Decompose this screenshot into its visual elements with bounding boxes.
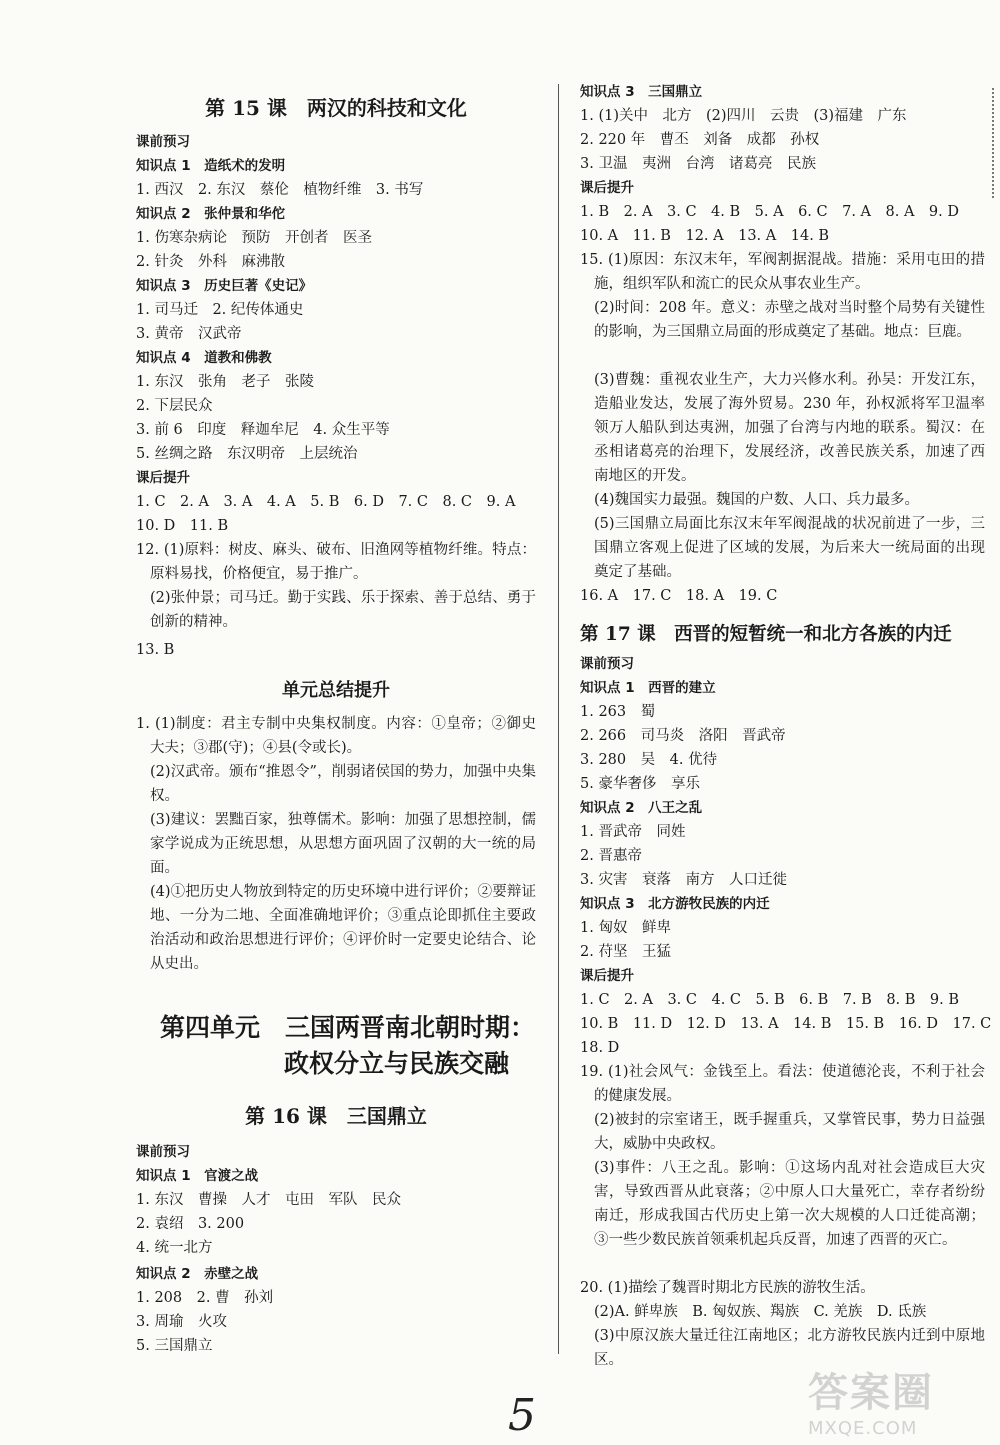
knowledge-heading: 知识点 2 张仲景和华佗 — [136, 206, 286, 222]
pre-study-heading: 课前预习 — [136, 1144, 190, 1160]
answer-line: 3. 灾害 衰落 南方 人口迁徙 — [580, 872, 787, 888]
answer-paragraph: (3)曹魏：重视农业生产，大力兴修水利。孙吴：开发江东，造船业发达，发展了海外贸易。230 年，孙权派将军卫温率领万人船队到达夷洲，加强了台湾与内地的联系。蜀汉：在丞相诸葛亮的治理下，发展经济，改善民族关系，加速了西南地区的开发。 — [594, 372, 985, 484]
knowledge-heading: 知识点 1 官渡之战 — [136, 1168, 259, 1184]
answer-paragraph: (2)张仲景；司马迁。勤于实践、乐于探索、善于总结、勇于创新的精神。 — [150, 590, 536, 630]
answer-line: 2. 下层民众 — [136, 398, 213, 414]
answer-line: 2. 袁绍 3. 200 — [136, 1216, 245, 1232]
page-number: 5 — [508, 1390, 536, 1441]
answer-line: 1. 晋武帝 同姓 — [580, 824, 686, 840]
answer-line: 1. 东汉 曹操 人才 屯田 军队 民众 — [136, 1192, 401, 1208]
watermark-url: MXQE.COM — [808, 1418, 918, 1439]
answer-line: 5. 三国鼎立 — [136, 1338, 213, 1354]
column-divider — [558, 84, 559, 1354]
answer-paragraph: (4)①把历史人物放到特定的历史环境中进行评价；②要辩证地、一分为二地、全面准确地评价；③重点论即抓住主要政治活动和政治思想进行评价；④评价时一定要史论结合、论从史出。 — [150, 884, 536, 972]
answer-line: 10. A 11. B 12. A 13. A 14. B — [580, 228, 830, 244]
unit-4-title-line2: 政权分立与民族交融 — [284, 1049, 510, 1078]
answer-line: 1. (1)关中 北方 (2)四川 云贵 (3)福建 广东 — [580, 108, 907, 124]
lesson-15-title: 第 15 课 两汉的科技和文化 — [205, 96, 467, 120]
answer-paragraph: (3)中原汉族大量迁往江南地区；北方游牧民族内迁到中原地区。 — [594, 1328, 985, 1368]
answer-line: (2)A. 鲜卑族 B. 匈奴族、羯族 C. 羌族 D. 氐族 — [594, 1304, 927, 1320]
answer-line: 1. 伤寒杂病论 预防 开创者 医圣 — [136, 230, 372, 246]
watermark-logo — [808, 1361, 988, 1439]
knowledge-heading: 知识点 4 道教和佛教 — [136, 350, 272, 366]
answer-paragraph: (5)三国鼎立局面比东汉末年军阀混战的状况前进了一步，三国鼎立客观上促进了区域的发展，为后来大一统局面的出现奠定了基础。 — [594, 516, 985, 580]
answer-line: 1. B 2. A 3. C 4. B 5. A 6. C 7. A 8. A 9. D — [580, 204, 960, 220]
answer-line: 10. B 11. D 12. D 13. A 14. B 15. B 16. D 17. C — [580, 1016, 992, 1032]
answer-paragraph: (3)建议：罢黜百家，独尊儒术。影响：加强了思想控制，儒家学说成为正统思想，从思想方面巩固了汉朝的大一统的局面。 — [150, 812, 536, 876]
edge-dotted-marks — [992, 88, 994, 198]
answer-line: 3. 卫温 夷洲 台湾 诸葛亮 民族 — [580, 156, 816, 172]
answer-line: 2. 266 司马炎 洛阳 晋武帝 — [580, 728, 786, 744]
knowledge-heading: 知识点 2 赤壁之战 — [136, 1266, 259, 1282]
answer-line: 1. 司马迁 2. 纪传体通史 — [136, 302, 304, 318]
unit-4-title-line1: 第四单元 三国两晋南北朝时期： — [160, 1013, 536, 1042]
knowledge-heading: 知识点 3 三国鼎立 — [580, 84, 703, 100]
lesson-17-title: 第 17 课 西晋的短暂统一和北方各族的内迁 — [580, 624, 952, 645]
knowledge-heading: 知识点 3 北方游牧民族的内迁 — [580, 896, 770, 912]
answer-line: 1. C 2. A 3. C 4. C 5. B 6. B 7. B 8. B 9. B — [580, 992, 960, 1008]
answer-line: 3. 前 6 印度 释迦牟尼 4. 众生平等 — [136, 422, 390, 438]
answer-line: 1. C 2. A 3. A 4. A 5. B 6. D 7. C 8. C 9. A — [136, 494, 516, 510]
knowledge-heading: 知识点 1 造纸术的发明 — [136, 158, 286, 174]
answer-line: 1. 西汉 2. 东汉 蔡伦 植物纤维 3. 书写 — [136, 182, 424, 198]
answer-line: 1. 263 蜀 — [580, 704, 656, 720]
answer-line: 13. B — [136, 642, 175, 658]
answer-paragraph: 12. (1)原料：树皮、麻头、破布、旧渔网等植物纤维。特点：原料易找，价格便宜，易于推广。 — [136, 542, 536, 582]
answer-paragraph: 15. (1)原因：东汉末年，军阀割据混战。措施：采用屯田的措施，组织军队和流亡的民众从事农业生产。 — [580, 252, 985, 292]
answer-paragraph: (2)时间：208 年。意义：赤壁之战对当时整个局势有关键性的影响，为三国鼎立局面的形成奠定了基础。地点：巨鹿。 — [594, 300, 985, 340]
knowledge-heading: 知识点 3 历史巨著《史记》 — [136, 278, 313, 294]
lesson-16-title: 第 16 课 三国鼎立 — [245, 1104, 427, 1128]
answer-line: 1. 东汉 张角 老子 张陵 — [136, 374, 314, 390]
answer-paragraph: 19. (1)社会风气：金钱至上。看法：使道德沦丧，不利于社会的健康发展。 — [580, 1064, 985, 1104]
answer-paragraph: (3)事件：八王之乱。影响：①这场内乱对社会造成巨大灾害，导致西晋从此衰落；②中原人口大量死亡，幸存者纷纷南迁，形成我国古代历史上第一次大规模的人口迁徙高潮；③一些少数民族首领乘机起兵反晋，加速了西晋的灭亡。 — [594, 1160, 985, 1248]
knowledge-heading: 知识点 2 八王之乱 — [580, 800, 703, 816]
answer-line: 2. 220 年 曹丕 刘备 成都 孙权 — [580, 132, 820, 148]
answer-paragraph: (4)魏国实力最强。魏国的户数、人口、兵力最多。 — [594, 492, 920, 508]
answer-paragraph: (2)被封的宗室诸王，既手握重兵，又掌管民事，势力日益强大，威胁中央政权。 — [594, 1112, 985, 1152]
post-study-heading: 课后提升 — [136, 470, 190, 486]
answer-line: 1. 匈奴 鲜卑 — [580, 920, 671, 936]
knowledge-heading: 知识点 1 西晋的建立 — [580, 680, 716, 696]
answer-paragraph: 1. (1)制度：君主专制中央集权制度。内容：①皇帝；②御史大夫；③郡(守)；④县(令或长)。 — [136, 716, 536, 756]
answer-line: 16. A 17. C 18. A 19. C — [580, 588, 778, 604]
answer-line: 5. 丝绸之路 东汉明帝 上层统治 — [136, 446, 358, 462]
answer-line: 4. 统一北方 — [136, 1240, 213, 1256]
answer-line: 10. D 11. B — [136, 518, 229, 534]
answer-line: 3. 周瑜 火攻 — [136, 1314, 227, 1330]
answer-line: 3. 280 吴 4. 优待 — [580, 752, 718, 768]
post-study-heading: 课后提升 — [580, 180, 634, 196]
post-study-heading: 课后提升 — [580, 968, 634, 984]
pre-study-heading: 课前预习 — [580, 656, 634, 672]
answer-line: 3. 黄帝 汉武帝 — [136, 326, 242, 342]
answer-line: 5. 豪华奢侈 享乐 — [580, 776, 700, 792]
answer-paragraph: 20. (1)描绘了魏晋时期北方民族的游牧生活。 — [580, 1280, 875, 1296]
pre-study-heading: 课前预习 — [136, 134, 190, 150]
answer-paragraph: (2)汉武帝。颁布“推恩令”，削弱诸侯国的势力，加强中央集权。 — [150, 764, 536, 804]
unit-summary-title: 单元总结提升 — [282, 680, 390, 701]
answer-line: 2. 苻坚 王猛 — [580, 944, 671, 960]
watermark-text: 答案圈 — [808, 1370, 934, 1416]
answer-line: 2. 针灸 外科 麻沸散 — [136, 254, 285, 270]
answer-line: 18. D — [580, 1040, 620, 1056]
answer-line: 2. 晋惠帝 — [580, 848, 642, 864]
answer-line: 1. 208 2. 曹 孙刘 — [136, 1290, 274, 1306]
